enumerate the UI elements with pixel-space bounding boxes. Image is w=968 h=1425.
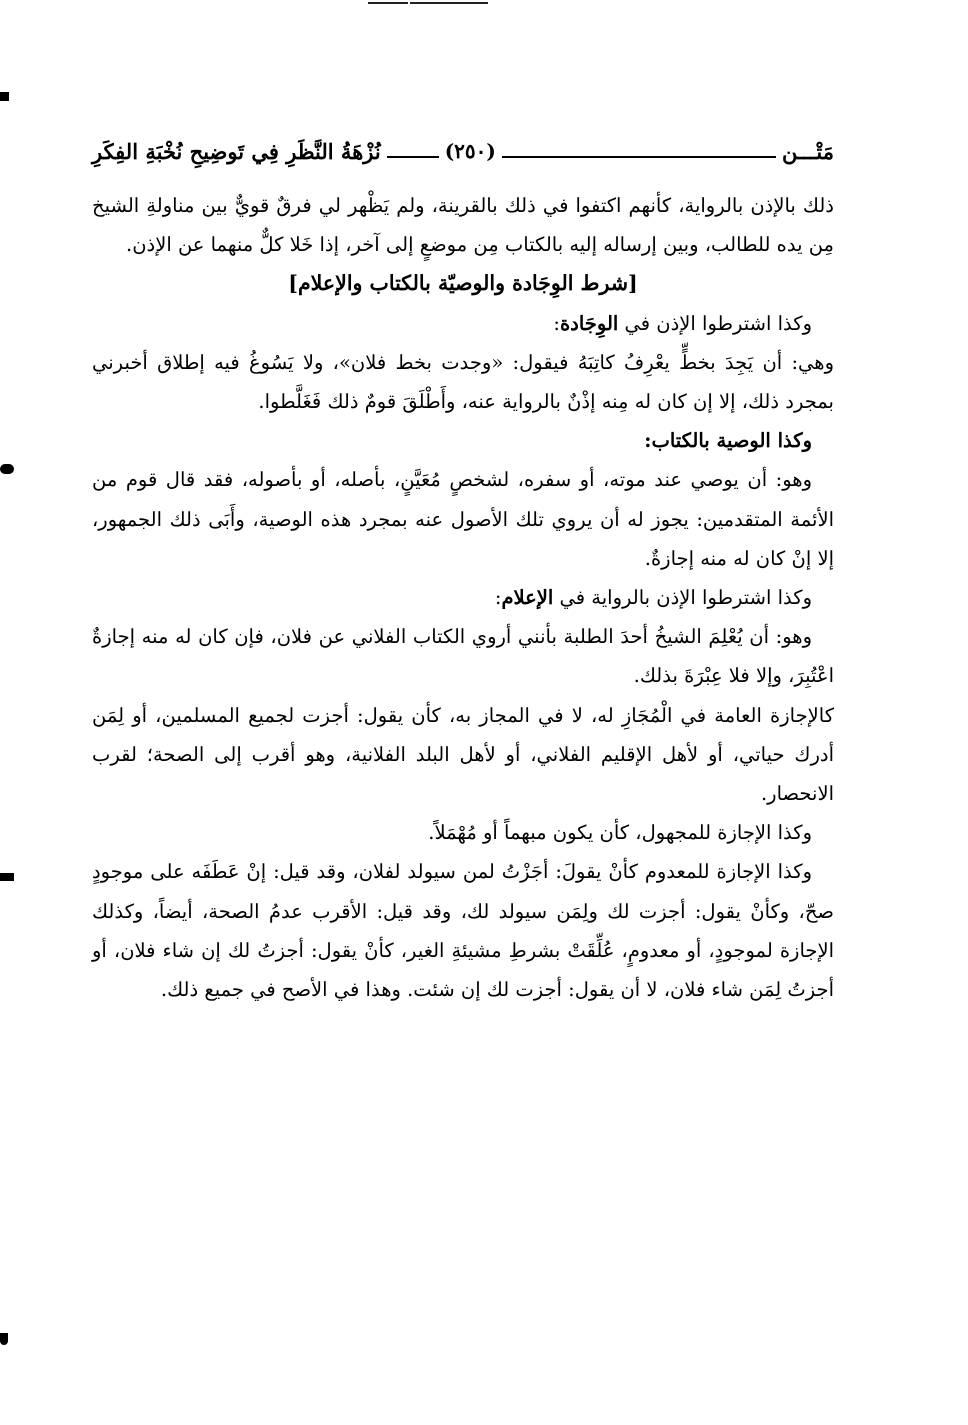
page-number: (٢٥٠) [444,139,496,163]
paragraph: وهي: أن يَجِدَ بخطٍّ يعْرِفُ كاتِبَهُ فيقول: «وجدت بخط فلان»، ولا يَسُوغُ فيه إطلاق أخبرني بمجرد ذلك، إلا إن كان له مِنه إذْنٌ بالرواية عنه، وأَطْلَقَ قومٌ ذلك فَغَلَّطوا. [92,350,834,414]
term-ilam: الإعلام [501,586,554,610]
running-head-rule [387,156,439,158]
paragraph: كالإجازة العامة في الْمُجَازِ له، لا في المجاز به، كأن يقول: أجزت لجميع المسلمين، أو لِمَن أدرك حياتي، أو لأهل الإقليم الفلاني، أو لأهل البلد الفلانية، وهو أقرب إلى الصحة؛ لقرب الانحصار. [92,703,834,806]
paragraph: وهو: أن يوصي عند موته، أو سفره، لشخصٍ مُعَيَّنٍ، بأصله، أو بأصوله، فقد قال قوم من الأئمة المتقدمين: يجوز له أن يروي تلك الأصول عنه بمجرد هذه الوصية، وأَبَى ذلك الجمهور، إلا إنْ كان له منه إجازةٌ. [92,468,834,570]
paragraph [92,304,834,343]
running-head [92,128,834,174]
scan-edge-mark [0,873,14,881]
paragraph: وكذا الإجازة للمجهول، كأن يكون مبهماً أو مُهْمَلاً. [428,821,812,845]
scan-edge-mark [0,92,9,101]
paragraph-text: وكذا اشترطوا الإذن بالرواية في [553,586,812,610]
paragraph-text: وكذا اشترطوا الإذن في [618,311,812,335]
paragraph [92,578,834,617]
paragraph: وكذا الإجازة للمعدوم كأنْ يقولَ: أجَزْتُ لمن سيولد لفلان، وقد قيل: إنْ عَطَفَه على موجودٍ صحّ، وكأنْ يقول: أجزت لك ولِمَن سيولد لك، وقد قيل: الأقرب عدمُ الصحة، أيضاً، وكذلك الإجازة لموجودٍ، أو معدومٍ، عُلِّقَتْ بشرطِ مشيئةِ الغير، كأنْ يقول: أجزتُ لك إن شاء فلان، أو أجزتُ لِمَن شاء فلان، لا أن يقول: أجزت لك إن شئت. وهذا في الأصح في جميع ذلك. [92,860,834,1002]
book-page [92,128,834,1009]
subheading-wasiyya: وكذا الوصية بالكتاب: [644,429,812,453]
body-text [92,186,834,1009]
scan-edge-mark [0,1333,8,1345]
running-head-rule [502,156,776,158]
paragraph-text: : [553,311,560,335]
scan-edge-mark [0,464,14,474]
top-scan-rule [368,2,488,4]
paragraph-text: : [494,586,502,610]
section-heading: [شرط الوِجَادة والوصيّة بالكتاب والإعلام] [288,271,638,296]
paragraph: وهو: أن يُعْلِمَ الشيخُ أحدَ الطلبة بأنني أروي الكتاب الفلاني عن فلان، فإن كان له منه إجازةٌ اعْتُبِرَ، وإلا فلا عِبْرَةَ بذلك. [92,625,834,688]
paragraph: ذلك بالإذن بالرواية، كأنهم اكتفوا في ذلك بالقرينة، ولم يَظْهر لي فرقٌ قويٌّ بين مناولةِ الشيخ مِن يده للطالب، وبين إرساله إليه بالكتاب مِن موضعٍ إلى آخر، إذا خَلا كلٌّ منهما عن الإذن. [92,194,834,257]
term-wijada: الوِجَادة [559,311,619,335]
book-title: نُزْهَةُ النَّظَرِ فِي تَوضِيحِ نُخْبَةِ الفِكَرِ [92,138,381,164]
running-head-section: مَتْـــن [781,138,834,164]
